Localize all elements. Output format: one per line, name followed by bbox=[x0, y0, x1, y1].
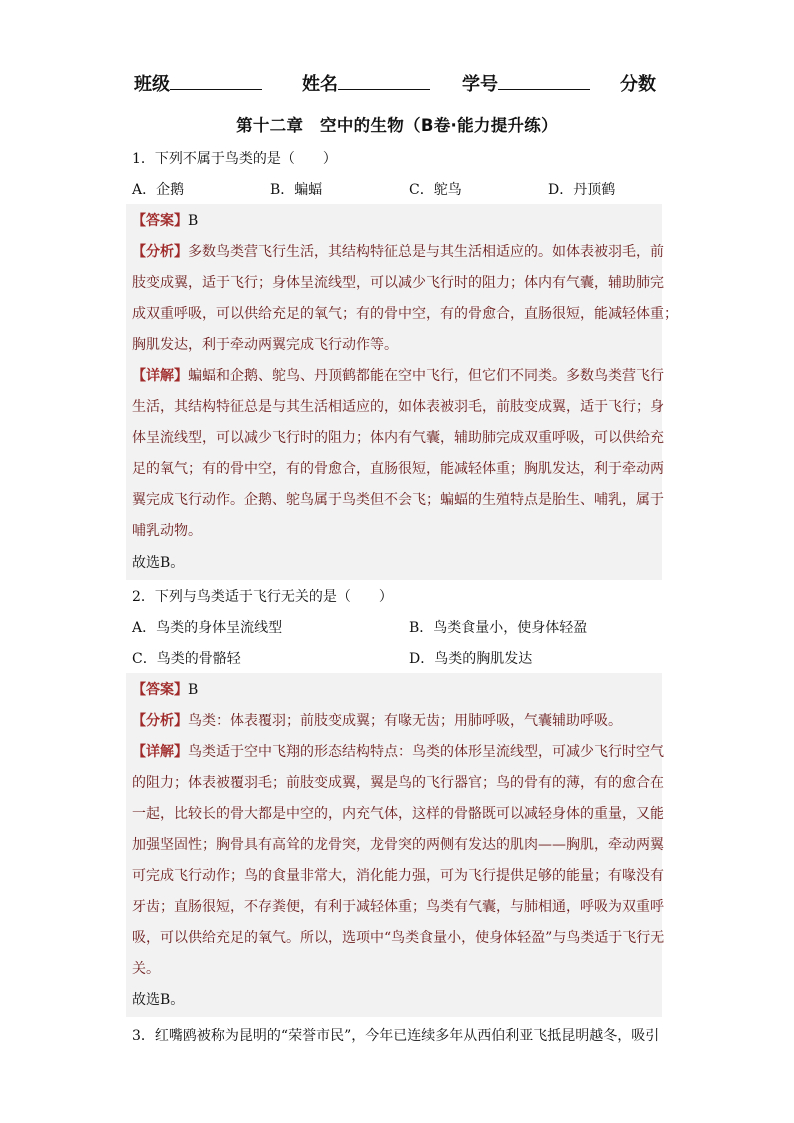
q1-analysis-line-2: 肢变成翼，适于飞行；身体呈流线型，可以减少飞行时的阻力；体内有气囊，辅助肺完 bbox=[132, 275, 664, 291]
q1-stem: 1．下列不属于鸟类的是（ ） bbox=[132, 151, 337, 167]
q1-answer-block bbox=[126, 204, 678, 580]
name-field bbox=[302, 70, 430, 96]
q2-analysis-line-1 bbox=[132, 711, 622, 731]
q1-detail-line-5: 翼完成飞行动作。企鹅、鸵鸟属于鸟类但不会飞；蝙蝠的生殖特点是胎生、哺乳，属于 bbox=[132, 492, 664, 508]
q2-stem: 2．下列与鸟类适于飞行无关的是（ ） bbox=[132, 589, 393, 605]
name-blank[interactable] bbox=[338, 71, 430, 90]
q1-option-c: C．鸵鸟 bbox=[409, 182, 462, 198]
student-id-field bbox=[462, 70, 590, 96]
name-label: 姓名 bbox=[302, 74, 338, 95]
q2-option-a: A．鸟类的身体呈流线型 bbox=[132, 620, 283, 636]
q1-answer-value: B bbox=[188, 213, 199, 229]
student-info-header bbox=[134, 70, 662, 96]
q1-detail-line-3: 体呈流线型，可以减少飞行时的阻力；体内有气囊，辅助肺完成双重呼吸，可以供给充 bbox=[132, 430, 664, 446]
chapter-title: 第十二章 空中的生物（B卷·能力提升练） bbox=[236, 116, 558, 135]
q2-detail-text-1: 鸟类适于空中飞翔的形态结构特点：鸟类的体形呈流线型，可减少飞行时空气 bbox=[188, 744, 664, 760]
q2-analysis-text-1: 鸟类：体表覆羽；前肢变成翼；有喙无齿；用肺呼吸，气囊辅助呼吸。 bbox=[188, 713, 622, 729]
q1-analysis-line-1 bbox=[132, 242, 664, 262]
answer-tag: 【答案】 bbox=[132, 682, 188, 698]
q2-detail-line-1 bbox=[132, 742, 664, 762]
q1-option-d: D．丹顶鹤 bbox=[548, 182, 616, 198]
class-blank[interactable] bbox=[170, 71, 262, 90]
detail-tag: 【详解】 bbox=[132, 368, 188, 384]
q2-detail-line-6: 牙齿；直肠很短，不存粪便，有利于减轻体重；鸟类有气囊，与肺相通，呼吸为双重呼 bbox=[132, 899, 664, 915]
q2-detail-line-4: 加强坚固性；胸骨具有高耸的龙骨突，龙骨突的两侧有发达的肌肉——胸肌，牵动两翼 bbox=[132, 837, 664, 853]
q2-detail-line-3: 一起，比较长的骨大都是中空的，内充气体，这样的骨骼既可以减轻身体的重量，又能 bbox=[132, 806, 664, 822]
q2-conclusion: 故选B。 bbox=[132, 992, 185, 1008]
q3-stem: 3．红嘴鸥被称为昆明的“荣誉市民”，今年已连续多年从西伯利亚飞抵昆明越冬，吸引 bbox=[132, 1028, 660, 1044]
q2-detail-line-7: 吸，可以供给充足的氧气。所以，选项中“鸟类食量小，使身体轻盈”与鸟类适于飞行无 bbox=[132, 930, 665, 946]
q1-detail-line-6: 哺乳动物。 bbox=[132, 523, 202, 539]
q1-option-b: B．蝙蝠 bbox=[270, 182, 323, 198]
q2-option-c: C．鸟类的骨骼轻 bbox=[132, 651, 241, 667]
q1-detail-text-1: 蝙蝠和企鹅、鸵鸟、丹顶鹤都能在空中飞行，但它们不同类。多数鸟类营飞行 bbox=[188, 368, 664, 384]
q1-analysis-line-4: 胸肌发达，利于牵动两翼完成飞行动作等。 bbox=[132, 337, 398, 353]
score-label: 分数 bbox=[620, 74, 656, 95]
q2-option-b: B．鸟类食量小，使身体轻盈 bbox=[409, 620, 588, 636]
q2-answer-value: B bbox=[188, 682, 199, 698]
q1-analysis-text-1: 多数鸟类营飞行生活，其结构特征总是与其生活相适应的。如体表被羽毛，前 bbox=[188, 244, 664, 260]
q1-option-a: A．企鹅 bbox=[132, 182, 185, 198]
analysis-tag: 【分析】 bbox=[132, 713, 188, 729]
student-id-label: 学号 bbox=[462, 74, 498, 95]
analysis-tag: 【分析】 bbox=[132, 244, 188, 260]
q1-detail-line-2: 生活，其结构特征总是与其生活相适应的，如体表被羽毛，前肢变成翼，适于飞行；身 bbox=[132, 399, 664, 415]
q1-detail-line-1 bbox=[132, 366, 664, 386]
q2-detail-line-5: 可完成飞行动作；鸟的食量非常大，消化能力强，可为飞行提供足够的能量；有喙没有 bbox=[132, 868, 664, 884]
class-field bbox=[134, 70, 262, 96]
class-label: 班级 bbox=[134, 74, 170, 95]
answer-tag: 【答案】 bbox=[132, 213, 188, 229]
q1-answer-line bbox=[132, 211, 198, 231]
student-id-blank[interactable] bbox=[498, 71, 590, 90]
score-field bbox=[620, 70, 656, 96]
q1-analysis-line-3: 成双重呼吸，可以供给充足的氧气；有的骨中空，有的骨愈合，直肠很短，能减轻体重； bbox=[132, 306, 678, 322]
q2-answer-block bbox=[126, 673, 665, 1017]
q1-conclusion: 故选B。 bbox=[132, 555, 185, 571]
detail-tag: 【详解】 bbox=[132, 744, 188, 760]
q2-detail-line-2: 的阻力；体表被覆羽毛；前肢变成翼，翼是鸟的飞行器官；鸟的骨有的薄，有的愈合在 bbox=[132, 775, 664, 791]
q2-answer-line bbox=[132, 680, 198, 700]
q2-detail-line-8: 关。 bbox=[132, 961, 160, 977]
q2-option-d: D．鸟类的胸肌发达 bbox=[409, 651, 533, 667]
q1-detail-line-4: 足的氧气；有的骨中空，有的骨愈合，直肠很短，能减轻体重；胸肌发达，利于牵动两 bbox=[132, 461, 664, 477]
